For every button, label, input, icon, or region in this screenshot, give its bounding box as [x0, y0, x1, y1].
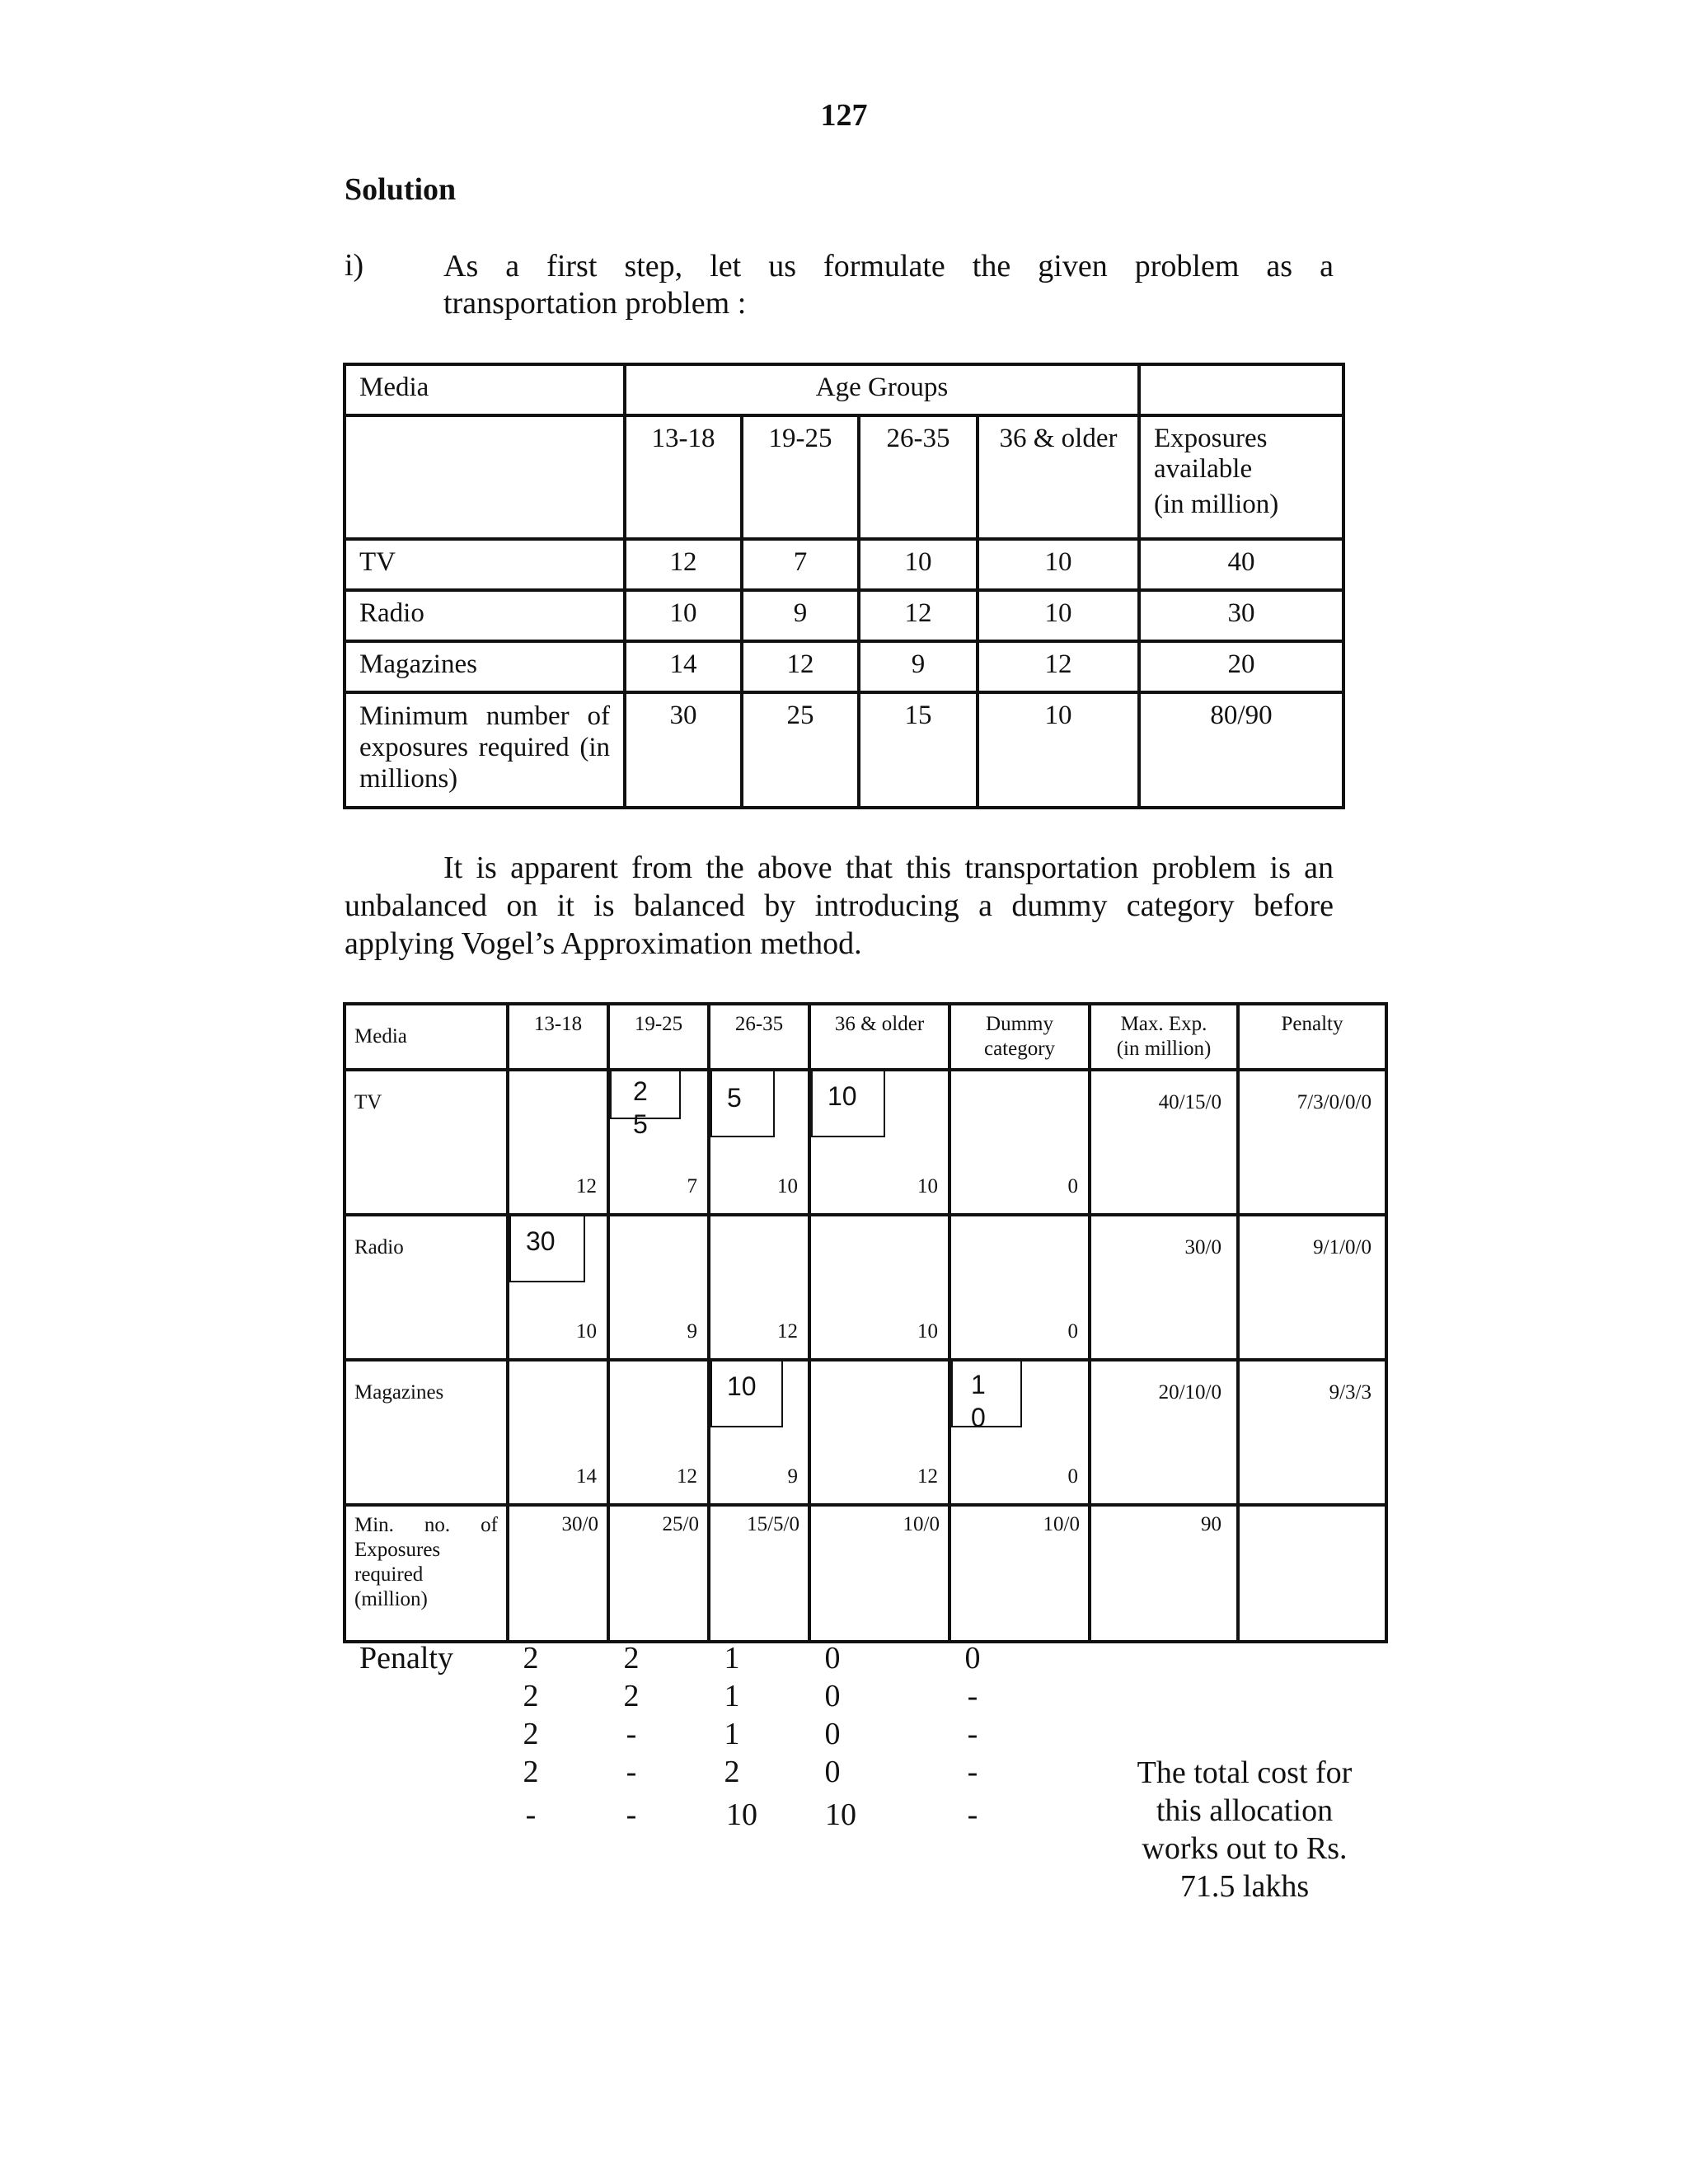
paragraph	[345, 849, 1334, 963]
cost-cell	[709, 1070, 809, 1215]
cost-cell	[508, 1360, 608, 1505]
min-value: 10/0	[809, 1505, 950, 1642]
cost-value: 9	[687, 1320, 697, 1343]
dummy-header-l1: Dummy	[986, 1013, 1053, 1035]
col-header: 19-25	[742, 415, 859, 539]
min-total: 90	[1090, 1505, 1238, 1642]
allocation-value: 30	[526, 1226, 556, 1256]
penalty-value: 9/3/3	[1238, 1360, 1386, 1505]
penalty-cell: 2	[523, 1717, 539, 1751]
table-row	[345, 539, 1343, 590]
max-exp-value: 40/15/0	[1090, 1070, 1238, 1215]
cost-cell	[809, 1360, 950, 1505]
row-label: Magazines	[345, 1360, 508, 1505]
row-total: 80/90	[1139, 692, 1343, 808]
cost-cell	[508, 1070, 608, 1215]
allocation-value-clipped: 5	[633, 1109, 648, 1139]
table-row	[345, 1505, 1386, 1642]
empty-header-cell	[1139, 364, 1343, 415]
col-header: 36 & older	[978, 415, 1139, 539]
exposures-header	[1139, 415, 1343, 539]
media-header: Media	[345, 364, 625, 415]
penalty-cell: -	[967, 1797, 978, 1832]
row-label: TV	[345, 539, 625, 590]
media-header: Media	[345, 1004, 508, 1070]
exposures-header-l2: available	[1154, 454, 1253, 484]
penalty-cell: 1	[724, 1641, 740, 1675]
penalty-header: Penalty	[1238, 1004, 1386, 1070]
penalty-cell: 1	[724, 1679, 740, 1713]
cell-value: 10	[859, 539, 978, 590]
cell-value: 12	[859, 590, 978, 641]
cost-value: 12	[677, 1465, 697, 1488]
max-exp-header-l1: Max. Exp.	[1120, 1013, 1207, 1035]
empty-label-cell	[345, 415, 625, 539]
dummy-header-l2: category	[983, 1038, 1056, 1060]
min-row-label-l4: (million)	[354, 1588, 428, 1610]
allocation-value: 1	[971, 1370, 986, 1399]
allocation-value-clipped: 0	[971, 1403, 986, 1432]
penalty-cell: 2	[623, 1679, 640, 1713]
row-label: TV	[345, 1070, 508, 1215]
min-row-label	[345, 1505, 508, 1642]
penalty-cell: 0	[824, 1641, 841, 1675]
cost-cell	[508, 1215, 608, 1360]
cost-cell	[809, 1070, 950, 1215]
cost-cell	[608, 1360, 709, 1505]
page-number: 127	[820, 98, 868, 133]
min-row-label-l1: Min. no. of	[354, 1514, 498, 1536]
row-label: Magazines	[345, 641, 625, 692]
penalty-value: 7/3/0/0/0	[1238, 1070, 1386, 1215]
allocation-box	[610, 1071, 681, 1139]
allocation-box	[811, 1071, 885, 1137]
cost-value: 12	[777, 1320, 798, 1343]
min-value: 30/0	[508, 1505, 608, 1642]
penalty-value: 9/1/0/0	[1238, 1215, 1386, 1360]
col-header: 13-18	[508, 1004, 608, 1070]
table-row	[345, 1360, 1386, 1505]
dummy-header	[950, 1004, 1090, 1070]
cost-cell	[809, 1215, 950, 1360]
paragraph-line: applying Vogel’s Approximation method.	[345, 926, 862, 961]
penalty-cell: 2	[523, 1679, 539, 1713]
section-heading: Solution	[345, 172, 457, 207]
min-row-label-l2: Exposures	[354, 1539, 441, 1561]
row-total: 20	[1139, 641, 1343, 692]
cost-value: 10	[917, 1175, 938, 1197]
penalty-cell: 0	[824, 1717, 841, 1751]
total-cost-line: The total cost for	[1137, 1755, 1353, 1790]
total-cost-note	[1104, 1754, 1385, 1905]
cell-value: 25	[742, 692, 859, 808]
penalty-cell: -	[967, 1755, 978, 1789]
cost-value: 10	[917, 1320, 938, 1343]
cell-value: 12	[742, 641, 859, 692]
allocation-value: 2	[633, 1076, 648, 1106]
row-label: Minimum number of exposures required (in millions)	[345, 692, 625, 808]
penalty-cell: -	[626, 1755, 637, 1789]
exposures-header-l3: (in million)	[1154, 490, 1279, 519]
min-value: 10/0	[950, 1505, 1090, 1642]
total-cost-line: 71.5 lakhs	[1179, 1869, 1310, 1904]
age-groups-header: Age Groups	[625, 364, 1139, 415]
cell-value: 9	[742, 590, 859, 641]
penalty-cell: 10	[825, 1797, 856, 1832]
min-row-label-l3: required	[354, 1563, 424, 1586]
penalty-cell: -	[525, 1797, 537, 1832]
item-text-line2: transportation problem :	[443, 286, 747, 321]
allocation-box	[509, 1216, 585, 1282]
col-header: 19-25	[608, 1004, 709, 1070]
penalty-cell: -	[626, 1717, 637, 1751]
formulation-table	[343, 363, 1345, 809]
allocation-value: 10	[727, 1371, 757, 1401]
cell-value: 14	[625, 641, 742, 692]
cell-value: 10	[978, 539, 1139, 590]
col-header: 36 & older	[809, 1004, 950, 1070]
row-label: Radio	[345, 1215, 508, 1360]
penalty-cell: 2	[623, 1641, 640, 1675]
cell-value: 9	[859, 641, 978, 692]
min-value: 15/5/0	[709, 1505, 809, 1642]
cell-value: 7	[742, 539, 859, 590]
table-row	[345, 1215, 1386, 1360]
paragraph-line: It is apparent from the above that this transportation problem is an	[443, 851, 1334, 885]
cell-value: 10	[978, 590, 1139, 641]
cell-value: 10	[978, 692, 1139, 808]
exposures-header-l1: Exposures	[1154, 424, 1268, 453]
cost-value: 0	[1067, 1320, 1078, 1343]
penalty-cell: 0	[964, 1641, 981, 1675]
max-exp-header-l2: (in million)	[1116, 1038, 1212, 1060]
allocation-box	[710, 1071, 775, 1137]
cell-value: 12	[625, 539, 742, 590]
allocation-box	[951, 1361, 1022, 1432]
max-exp-value: 30/0	[1090, 1215, 1238, 1360]
row-total: 30	[1139, 590, 1343, 641]
empty-cell	[1238, 1505, 1386, 1642]
col-header: 26-35	[859, 415, 978, 539]
penalty-cell: -	[967, 1679, 978, 1713]
cell-value: 12	[978, 641, 1139, 692]
vam-table	[343, 1002, 1388, 1643]
penalty-cell: 2	[724, 1755, 740, 1789]
cell-value: 15	[859, 692, 978, 808]
row-label: Radio	[345, 590, 625, 641]
item-text-line1: As a first step, let us formulate the given problem as a	[443, 249, 1334, 284]
penalty-cell: 2	[523, 1641, 539, 1675]
cell-value: 30	[625, 692, 742, 808]
cost-value: 10	[576, 1320, 597, 1343]
penalty-cell: 1	[724, 1717, 740, 1751]
paragraph-line: unbalanced on it is balanced by introducing a dummy category before	[345, 888, 1334, 923]
cost-cell	[709, 1360, 809, 1505]
cost-value: 0	[1067, 1465, 1078, 1488]
cost-value: 0	[1067, 1175, 1078, 1197]
cost-value: 9	[787, 1465, 798, 1488]
allocation-box	[710, 1361, 783, 1427]
table-row	[345, 590, 1343, 641]
item-number: i)	[345, 248, 364, 283]
total-cost-line: this allocation	[1156, 1793, 1334, 1828]
cost-cell	[950, 1360, 1090, 1505]
penalty-cell: 2	[523, 1755, 539, 1789]
row-total: 40	[1139, 539, 1343, 590]
cost-value: 14	[576, 1465, 597, 1488]
max-exp-header	[1090, 1004, 1238, 1070]
penalty-cell: 0	[824, 1679, 841, 1713]
cost-value: 12	[576, 1175, 597, 1197]
max-exp-value: 20/10/0	[1090, 1360, 1238, 1505]
total-cost-line: works out to Rs.	[1142, 1831, 1348, 1866]
col-header: 26-35	[709, 1004, 809, 1070]
allocation-value: 10	[828, 1081, 857, 1111]
cost-cell	[608, 1215, 709, 1360]
cost-cell	[950, 1215, 1090, 1360]
penalty-cell: -	[967, 1717, 978, 1751]
cost-value: 12	[917, 1465, 938, 1488]
allocation-value: 5	[727, 1083, 742, 1113]
penalty-cell: 10	[726, 1797, 757, 1832]
table-row	[345, 1070, 1386, 1215]
cost-cell	[709, 1215, 809, 1360]
cost-value: 10	[777, 1175, 798, 1197]
min-value: 25/0	[608, 1505, 709, 1642]
table-row	[345, 641, 1343, 692]
cost-value: 7	[687, 1175, 697, 1197]
table-row	[345, 692, 1343, 808]
penalty-cell: 0	[824, 1755, 841, 1789]
cost-cell	[608, 1070, 709, 1215]
penalty-label: Penalty	[359, 1641, 453, 1675]
cell-value: 10	[625, 590, 742, 641]
penalty-cell: -	[626, 1797, 637, 1832]
cost-cell	[950, 1070, 1090, 1215]
col-header: 13-18	[625, 415, 742, 539]
